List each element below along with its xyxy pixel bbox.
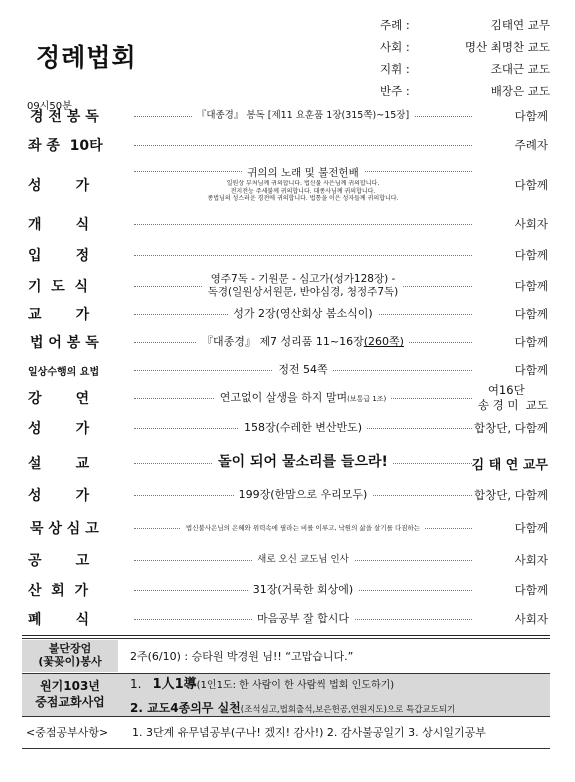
program-item-performer: 다함께 (514, 248, 548, 262)
program-item-name: 일상수행의 요법 (28, 366, 100, 378)
divider (22, 638, 550, 639)
program-item-performer-group: 여16단 (487, 383, 525, 398)
offering-label-line: (꽃꽂이)봉사 (38, 655, 102, 668)
focus-item-title: 1人1導 (152, 677, 197, 693)
role-label: 지휘 : (380, 62, 410, 76)
program-row-announcements (24, 548, 548, 572)
role-name: 조대근 교도 (490, 62, 550, 76)
divider (22, 635, 550, 636)
program-item-name: 성 가 (28, 421, 90, 437)
focus-item-detail: (1인1도: 한 사람이 한 사람씩 법회 인도하기) (196, 680, 395, 692)
program-item-name: 교 가 (28, 307, 90, 323)
program-item-name: 성 가 (28, 488, 90, 504)
program-item-name: 법 어 봉 독 (30, 335, 99, 351)
offering-body (130, 640, 550, 672)
program-item-performer: 사회자 (514, 612, 548, 626)
study-focus-text: 1. 3단계 유무념공부(구나! 겠지! 감사!) 2. 감사불공일기 3. 상시일기공부 (132, 726, 486, 739)
program-row-closing-hymn (24, 578, 548, 602)
program-item-content: 『대종경』 제7 성리품 11~16장 (202, 335, 364, 349)
program-item-content-title: 귀의의 노래 및 불전헌배 (242, 167, 363, 180)
program-row-bell (24, 133, 548, 157)
focus-project-label-line: 중점교화사업 (35, 695, 105, 709)
focus-project-section (22, 674, 550, 716)
program-item-performer: 다함께 (514, 307, 548, 321)
role-row (380, 80, 550, 102)
role-name: 명산 최명찬 교도 (464, 40, 550, 54)
program-item-performer: 김 태 연 교무 (471, 457, 548, 473)
program-item-content-page: (260쪽) (363, 335, 404, 349)
program-item-name: 좌 종 10타 (28, 138, 103, 154)
program-row-hymn-199 (24, 483, 548, 507)
program-row-hymn-refuge (24, 160, 548, 210)
program-item-content-line: 종법님의 성스러운 경전에 귀의합니다. 법통을 이은 성자들께 귀의합니다. (202, 195, 403, 203)
program-item-name: 개 식 (28, 217, 90, 233)
program-item-performer: 다함께 (514, 583, 548, 597)
dotted-leader (134, 224, 472, 225)
program-item-content: 31장(거룩한 회상에) (248, 583, 358, 597)
role-label: 반주 : (380, 84, 410, 98)
program-item-name: 경 전 봉 독 (30, 109, 99, 125)
focus-project-label-line: 원기103년 (40, 679, 100, 694)
dotted-leader (134, 145, 472, 146)
program-item-content: 새로 오신 교도님 인사 (252, 554, 354, 566)
program-item-performer: 사회자 (514, 217, 548, 231)
program-item-content-wrap (215, 391, 392, 405)
program-row-closing (24, 607, 548, 631)
program-item-content-line: 독경(일원상서원문, 반야심경, 청정주7독) (203, 286, 404, 299)
program-item-performer: 합창단, 다함께 (474, 488, 548, 502)
role-label: 주례 : (380, 18, 410, 32)
program-item-content-note: (보통급 1조) (347, 395, 387, 404)
program-item-content-line: 일원상 부처님께 귀의합니다. 법신불 사은님께 귀의합니다. (222, 180, 384, 188)
program-row-meditation (24, 243, 548, 267)
offering-label-line: 불단장엄 (48, 642, 92, 656)
offering-label (22, 640, 118, 672)
program-item-performer-wrap (478, 382, 548, 414)
program-item-name: 산 회 가 (28, 583, 89, 599)
program-item-performer: 주례자 (514, 138, 548, 152)
program-item-name: 폐 식 (28, 612, 90, 628)
program-item-content-line: 전지전능 주세불께 귀의합니다. 대종사님께 귀의합니다. (226, 188, 381, 196)
program-item-content: 158장(수레한 변산반도) (239, 421, 367, 435)
program-item-performer: 다함께 (514, 521, 548, 535)
program-row-school-song (24, 302, 548, 326)
program-row-opening (24, 212, 548, 236)
program-item-content: 199장(한맘으로 우리모두) (234, 488, 373, 502)
program-row-sermon (24, 449, 548, 477)
focus-item-title: 2. 교도4종의무 실천 (130, 701, 241, 716)
sermon-title: 돌이 되어 물소리를 들으라! (213, 454, 393, 472)
program-item-name: 설 교 (28, 456, 90, 472)
role-name: 김태연 교무 (490, 18, 550, 32)
program-item-content: 연고없이 살생을 하지 말며 (219, 391, 348, 405)
focus-item-1 (130, 671, 550, 695)
program-row-scripture-reading (24, 104, 548, 128)
program-row-dharma-reading (24, 330, 548, 354)
program-item-content: 법신불사은님의 은혜와 위력속에 필라는 비를 이루고, 낙원의 삶을 살기를 다짐하는 (181, 524, 425, 532)
program-item-performer: 합창단, 다함께 (474, 421, 548, 435)
study-focus-section (22, 718, 550, 746)
role-name: 배장은 교도 (490, 84, 550, 98)
program-item-content: 마음공부 잘 합시다 (252, 612, 354, 626)
program-item-name: 강 연 (28, 391, 90, 407)
program-item-performer: 사회자 (514, 553, 548, 567)
offering-text: 2주(6/10) : 승타원 박경원 님!! “고맙습니다.” (130, 650, 354, 663)
program-row-prayer (24, 271, 548, 301)
officiant-roles (380, 14, 550, 102)
program-item-name: 성 가 (28, 178, 90, 194)
role-row (380, 58, 550, 80)
role-row (380, 36, 550, 58)
program-item-name: 공 고 (28, 553, 90, 569)
role-row (380, 14, 550, 36)
program-item-performer: 다함께 (514, 335, 548, 349)
focus-project-label (22, 674, 118, 716)
role-label: 사회 : (380, 40, 410, 54)
program-item-content-wrap (197, 335, 409, 349)
program-item-name: 입 정 (28, 248, 90, 264)
divider (22, 716, 550, 717)
program-item-content: 『대종경』 봉독 [제11 요훈품 1장(315쪽)~15장] (192, 110, 414, 122)
program-item-content-line: 영주7독 - 기원문 - 심고가(성가128장) - (206, 273, 401, 286)
program-row-hymn-158 (24, 416, 548, 440)
program-row-lecture (24, 382, 548, 414)
focus-project-body (130, 674, 550, 716)
focus-item-detail: (조석심고,법회출석,보은헌공,연원지도)으로 특갑교도되기 (240, 705, 456, 716)
program-item-performer: 다함께 (514, 109, 548, 123)
program-item-content: 성가 2장(영산회상 봄소식이) (228, 307, 377, 321)
divider (22, 748, 550, 749)
program-row-daily-practice (24, 358, 548, 382)
program-item-content: 정전 54쪽 (273, 363, 332, 377)
offering-section (22, 640, 550, 672)
program-item-performer: 다함께 (514, 178, 548, 192)
start-time: 09시50분 (27, 101, 72, 112)
program-item-performer: 다함께 (514, 279, 548, 293)
program-item-performer: 다함께 (514, 363, 548, 377)
focus-item-number: 1. (130, 677, 142, 692)
dotted-leader (134, 255, 472, 256)
program-row-silent-prayer (24, 516, 548, 540)
program-item-name: 묵 상 심 고 (30, 521, 99, 537)
page-title: 정례법회 (36, 43, 137, 72)
program-item-name: 기 도 식 (28, 279, 89, 295)
study-focus-label: <중점공부사항> (26, 726, 109, 739)
program-item-performer: 송 경 미 교도 (477, 398, 548, 412)
